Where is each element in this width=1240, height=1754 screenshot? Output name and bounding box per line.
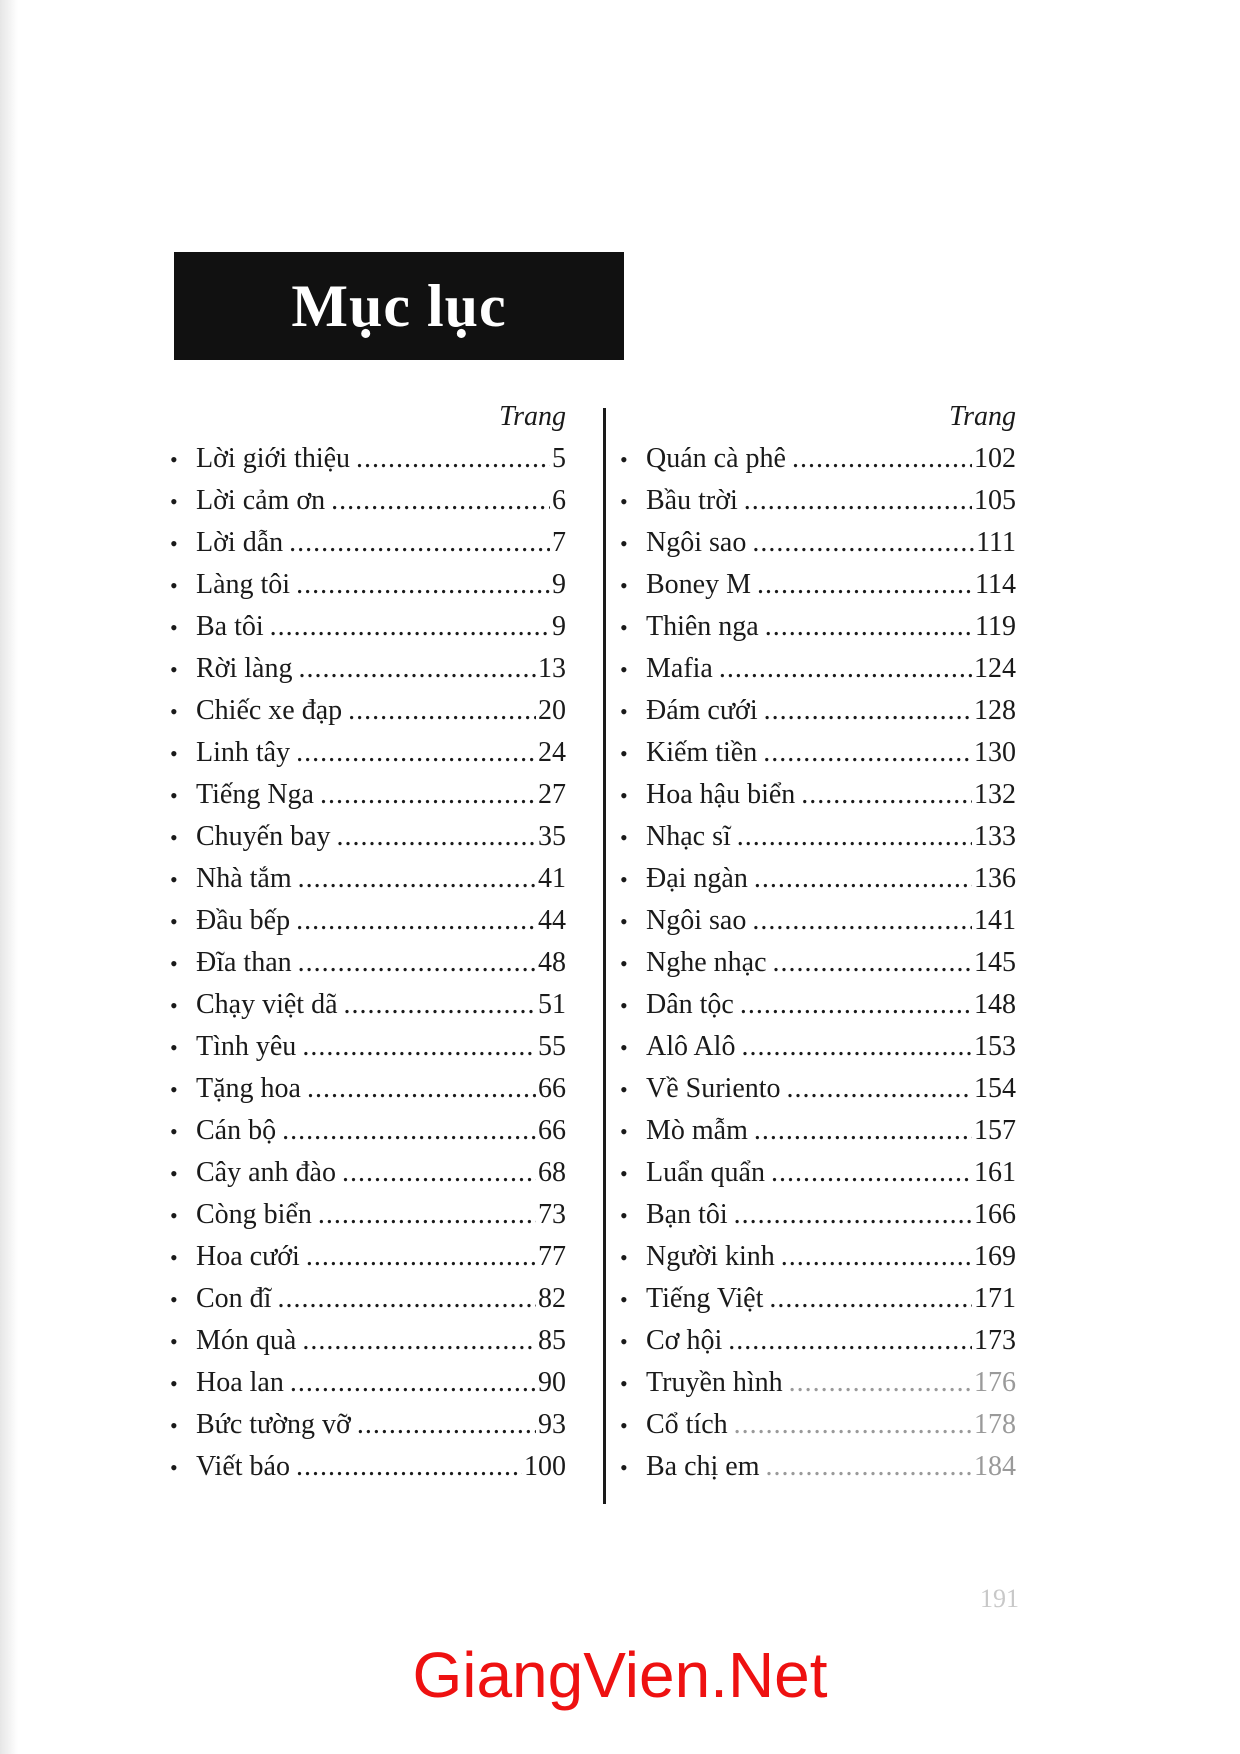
toc-entry-page: 102 [974, 443, 1016, 474]
toc-entry-title: Ba chị em [646, 1451, 760, 1482]
dot-leader [754, 1110, 972, 1152]
toc-entry [620, 1026, 1016, 1068]
toc-entry-title: Bức tường vỡ [196, 1409, 351, 1440]
toc-entry [620, 816, 1016, 858]
toc-entry-page: 153 [974, 1031, 1016, 1062]
bullet-icon: • [620, 993, 628, 1018]
toc-entry-title: Cây anh đào [196, 1157, 336, 1188]
toc-entry-page: 85 [538, 1325, 566, 1356]
dot-leader [298, 858, 536, 900]
toc-entry [620, 732, 1016, 774]
toc-entry-title: Hoa cưới [196, 1241, 300, 1272]
bullet-icon: • [170, 1245, 178, 1270]
toc-entry-title: Bầu trời [646, 485, 738, 516]
toc-entry-title: Cán bộ [196, 1115, 277, 1146]
bullet-icon: • [170, 1203, 178, 1228]
dot-leader [290, 1362, 536, 1404]
toc-entry-title: Tiếng Việt [646, 1283, 764, 1314]
toc-entry-page: 41 [538, 863, 566, 894]
bullet-icon: • [170, 531, 178, 556]
bullet-icon: • [170, 909, 178, 934]
toc-entry-page: 141 [974, 905, 1016, 936]
bullet-icon: • [620, 1161, 628, 1186]
bullet-icon: • [170, 699, 178, 724]
toc-entry-page: 68 [538, 1157, 566, 1188]
bullet-icon: • [170, 1035, 178, 1060]
toc-entry [620, 858, 1016, 900]
bullet-icon: • [620, 783, 628, 808]
toc-entry-title: Hoa lan [196, 1367, 284, 1398]
dot-leader [763, 732, 972, 774]
toc-list-right [620, 438, 1016, 1488]
toc-entry [170, 480, 566, 522]
toc-entry-title: Luẩn quẩn [646, 1157, 765, 1188]
toc-entry-page: 130 [974, 737, 1016, 768]
dot-leader [787, 1068, 972, 1110]
toc-entry [620, 564, 1016, 606]
toc-entry [170, 1068, 566, 1110]
toc-entry-title: Alô Alô [646, 1031, 736, 1062]
toc-entry-title: Quán cà phê [646, 443, 786, 474]
bullet-icon: • [620, 447, 628, 472]
page-number: 191 [980, 1584, 1019, 1613]
toc-entry-title: Tiếng Nga [196, 779, 314, 810]
bullet-icon: • [620, 1077, 628, 1102]
toc-entry-page: 178 [974, 1409, 1016, 1440]
toc-entry-title: Rời làng [196, 653, 293, 684]
dot-leader [289, 522, 550, 564]
bullet-icon: • [170, 1077, 178, 1102]
toc-entry-page: 136 [974, 863, 1016, 894]
toc-entry-title: Thiên nga [646, 611, 759, 642]
toc-entry-title: Nghe nhạc [646, 947, 767, 978]
bullet-icon: • [620, 1287, 628, 1312]
toc-entry [170, 942, 566, 984]
dot-leader [757, 564, 973, 606]
toc-entry-page: 169 [974, 1241, 1016, 1272]
watermark-text: GiangVien.Net [412, 1639, 828, 1711]
toc-entry-title: Dân tộc [646, 989, 734, 1020]
dot-leader [356, 438, 550, 480]
toc-entry [170, 1236, 566, 1278]
toc-entry-page: 100 [524, 1451, 566, 1482]
toc-entry-title: Tình yêu [196, 1031, 297, 1062]
dot-leader [302, 1026, 536, 1068]
toc-entry-page: 90 [538, 1367, 566, 1398]
toc-entry-page: 124 [974, 653, 1016, 684]
toc-entry-page: 176 [974, 1367, 1016, 1398]
bullet-icon: • [620, 1413, 628, 1438]
toc-entry-page: 44 [538, 905, 566, 936]
bullet-icon: • [170, 993, 178, 1018]
toc-right-column [620, 396, 1016, 1488]
toc-entry-title: Chuyến bay [196, 821, 331, 852]
bullet-icon: • [170, 1287, 178, 1312]
bullet-icon: • [170, 1371, 178, 1396]
dot-leader [754, 858, 972, 900]
toc-entry [170, 1446, 566, 1488]
toc-entry-page: 48 [538, 947, 566, 978]
bullet-icon: • [620, 615, 628, 640]
toc-entry-title: Ngôi sao [646, 527, 747, 558]
toc-entry-page: 7 [552, 527, 566, 558]
toc-entry [170, 1110, 566, 1152]
toc-entry-title: Truyền hình [646, 1367, 783, 1398]
toc-entry-page: 114 [975, 569, 1016, 600]
toc-entry-title: Về Suriento [646, 1073, 781, 1104]
toc-entry-title: Đại ngàn [646, 863, 748, 894]
toc-entry [620, 942, 1016, 984]
toc-entry-title: Mò mẫm [646, 1115, 748, 1146]
toc-entry-page: 148 [974, 989, 1016, 1020]
toc-entry [620, 1068, 1016, 1110]
toc-entry-page: 55 [538, 1031, 566, 1062]
toc-entry-page: 6 [552, 485, 566, 516]
toc-entry [170, 690, 566, 732]
toc-entry-page: 77 [538, 1241, 566, 1272]
toc-entry-page: 105 [974, 485, 1016, 516]
dot-leader [296, 1446, 522, 1488]
dot-leader [282, 1110, 536, 1152]
dot-leader [719, 648, 972, 690]
dot-leader [306, 1236, 536, 1278]
toc-entry-title: Viết báo [196, 1451, 290, 1482]
bullet-icon: • [620, 741, 628, 766]
toc-entry-page: 51 [538, 989, 566, 1020]
toc-entry [620, 438, 1016, 480]
column-divider [603, 408, 606, 1504]
toc-entry-page: 166 [974, 1199, 1016, 1230]
toc-entry [620, 900, 1016, 942]
bullet-icon: • [170, 741, 178, 766]
toc-entry-title: Còng biển [196, 1199, 312, 1230]
bullet-icon: • [170, 1329, 178, 1354]
dot-leader [344, 984, 536, 1026]
toc-entry [170, 1194, 566, 1236]
toc-entry-title: Chiếc xe đạp [196, 695, 343, 726]
toc-entry-page: 73 [538, 1199, 566, 1230]
dot-leader [737, 816, 972, 858]
toc-entry-page: 5 [552, 443, 566, 474]
bullet-icon: • [170, 783, 178, 808]
toc-entry [620, 1404, 1016, 1446]
bullet-icon: • [620, 1371, 628, 1396]
dot-leader [769, 1278, 972, 1320]
dot-leader [296, 732, 536, 774]
bullet-icon: • [620, 1245, 628, 1270]
toc-entry-title: Hoa hậu biển [646, 779, 796, 810]
dot-leader [766, 1446, 972, 1488]
toc-entry [170, 984, 566, 1026]
bullet-icon: • [620, 909, 628, 934]
bullet-icon: • [170, 447, 178, 472]
toc-entry-title: Con đĩ [196, 1283, 272, 1314]
toc-entry-page: 184 [974, 1451, 1016, 1482]
toc-entry-title: Nhà tắm [196, 863, 292, 894]
dot-leader [752, 900, 972, 942]
toc-entry-title: Chạy việt dã [196, 989, 338, 1020]
toc-entry-title: Cơ hội [646, 1325, 723, 1356]
toc-entry [170, 648, 566, 690]
toc-entry [170, 858, 566, 900]
bullet-icon: • [620, 657, 628, 682]
toc-entry [170, 816, 566, 858]
bullet-icon: • [620, 699, 628, 724]
toc-entry-page: 24 [538, 737, 566, 768]
toc-entry-title: Cổ tích [646, 1409, 728, 1440]
toc-entry-title: Kiếm tiền [646, 737, 758, 768]
toc-entry [170, 774, 566, 816]
toc-entry [170, 1026, 566, 1068]
toc-entry-title: Món quà [196, 1325, 297, 1356]
toc-entry [620, 480, 1016, 522]
toc-entry [170, 1152, 566, 1194]
dot-leader [771, 1152, 972, 1194]
dot-leader [320, 774, 536, 816]
dot-leader [318, 1194, 536, 1236]
page-title: Mục lục [291, 272, 507, 339]
toc-entry [170, 1320, 566, 1362]
dot-leader [792, 438, 972, 480]
bullet-icon: • [170, 573, 178, 598]
bullet-icon: • [170, 1455, 178, 1480]
toc-entry-page: 132 [974, 779, 1016, 810]
bullet-icon: • [620, 867, 628, 892]
bullet-icon: • [170, 867, 178, 892]
dot-leader [741, 1026, 972, 1068]
heading-box [174, 252, 624, 360]
dot-leader [734, 1194, 972, 1236]
bullet-icon: • [620, 1203, 628, 1228]
bullet-icon: • [620, 951, 628, 976]
toc-entry-title: Lời dẫn [196, 527, 284, 558]
toc-entry [170, 438, 566, 480]
toc-entry-title: Lời giới thiệu [196, 443, 351, 474]
toc-entry-page: 133 [974, 821, 1016, 852]
toc-entry-page: 157 [974, 1115, 1016, 1146]
dot-leader [357, 1404, 536, 1446]
toc-entry-page: 93 [538, 1409, 566, 1440]
bullet-icon: • [170, 1161, 178, 1186]
dot-leader [740, 984, 972, 1026]
toc-entry-page: 66 [538, 1115, 566, 1146]
bullet-icon: • [620, 489, 628, 514]
toc-entry [620, 1236, 1016, 1278]
toc-entry [170, 900, 566, 942]
toc-entry [620, 1446, 1016, 1488]
bullet-icon: • [170, 825, 178, 850]
toc-entry [620, 1152, 1016, 1194]
dot-leader [302, 1320, 536, 1362]
bullet-icon: • [620, 531, 628, 556]
page-edge-shadow [0, 0, 18, 1754]
bullet-icon: • [620, 573, 628, 598]
toc-entry [620, 1194, 1016, 1236]
dot-leader [277, 1278, 536, 1320]
dot-leader [744, 480, 972, 522]
toc-entry [620, 606, 1016, 648]
toc-entry [620, 648, 1016, 690]
toc-entry [170, 606, 566, 648]
toc-entry [620, 690, 1016, 732]
toc-left-column [170, 396, 566, 1488]
toc-entry [620, 522, 1016, 564]
toc-entry [620, 774, 1016, 816]
toc-entry-page: 119 [975, 611, 1016, 642]
dot-leader [789, 1362, 972, 1404]
toc-entry-title: Lời cảm ơn [196, 485, 326, 516]
column-header-right: Trang [949, 401, 1016, 432]
dot-leader [307, 1068, 536, 1110]
dot-leader [331, 480, 550, 522]
toc-entry [620, 1362, 1016, 1404]
toc-entry-title: Người kinh [646, 1241, 775, 1272]
toc-entry [170, 1278, 566, 1320]
bullet-icon: • [170, 1413, 178, 1438]
toc-entry [170, 1404, 566, 1446]
dot-leader [801, 774, 972, 816]
dot-leader [773, 942, 972, 984]
toc-entry [620, 1110, 1016, 1152]
toc-entry-page: 27 [538, 779, 566, 810]
dot-leader [781, 1236, 972, 1278]
bullet-icon: • [620, 1455, 628, 1480]
toc-entry-page: 171 [974, 1283, 1016, 1314]
toc-entry-title: Bạn tôi [646, 1199, 728, 1230]
toc-entry-page: 20 [538, 695, 566, 726]
toc-entry-page: 173 [974, 1325, 1016, 1356]
column-header-left: Trang [499, 401, 566, 432]
toc-entry-page: 9 [552, 569, 566, 600]
toc-entry-title: Đầu bếp [196, 905, 291, 936]
toc-entry-page: 9 [552, 611, 566, 642]
dot-leader [337, 816, 536, 858]
toc-entry-title: Linh tây [196, 737, 291, 768]
dot-leader [270, 606, 550, 648]
bullet-icon: • [620, 1035, 628, 1060]
toc-entry-page: 128 [974, 695, 1016, 726]
toc-entry-page: 111 [976, 527, 1016, 558]
toc-entry-title: Đĩa than [196, 947, 292, 978]
toc-entry [620, 1278, 1016, 1320]
dot-leader [764, 690, 972, 732]
toc-entry-title: Tặng hoa [196, 1073, 301, 1104]
toc-entry [620, 984, 1016, 1026]
dot-leader [348, 690, 536, 732]
bullet-icon: • [620, 825, 628, 850]
bullet-icon: • [170, 657, 178, 682]
toc-entry [170, 732, 566, 774]
dot-leader [752, 522, 974, 564]
dot-leader [765, 606, 973, 648]
bullet-icon: • [620, 1329, 628, 1354]
toc-list-left [170, 438, 566, 1488]
toc-entry-title: Mafia [646, 653, 713, 684]
bullet-icon: • [170, 489, 178, 514]
dot-leader [298, 648, 536, 690]
bullet-icon: • [170, 951, 178, 976]
bullet-icon: • [170, 615, 178, 640]
dot-leader [342, 1152, 536, 1194]
dot-leader [296, 900, 536, 942]
toc-entry-page: 35 [538, 821, 566, 852]
toc-entry-title: Ba tôi [196, 611, 264, 642]
toc-entry-page: 154 [974, 1073, 1016, 1104]
toc-entry-title: Ngôi sao [646, 905, 747, 936]
toc-entry-title: Đám cưới [646, 695, 758, 726]
toc-entry-page: 66 [538, 1073, 566, 1104]
toc-entry [620, 1320, 1016, 1362]
toc-entry [170, 1362, 566, 1404]
toc-entry-page: 82 [538, 1283, 566, 1314]
dot-leader [734, 1404, 972, 1446]
toc-entry-title: Boney M [646, 569, 751, 600]
toc-entry-page: 145 [974, 947, 1016, 978]
dot-leader [728, 1320, 972, 1362]
toc-entry-title: Làng tôi [196, 569, 291, 600]
bullet-icon: • [170, 1119, 178, 1144]
dot-leader [296, 564, 550, 606]
toc-entry-page: 13 [538, 653, 566, 684]
bullet-icon: • [620, 1119, 628, 1144]
toc-entry-title: Nhạc sĩ [646, 821, 731, 852]
toc-entry-page: 161 [974, 1157, 1016, 1188]
toc-entry [170, 522, 566, 564]
dot-leader [298, 942, 536, 984]
toc-entry [170, 564, 566, 606]
